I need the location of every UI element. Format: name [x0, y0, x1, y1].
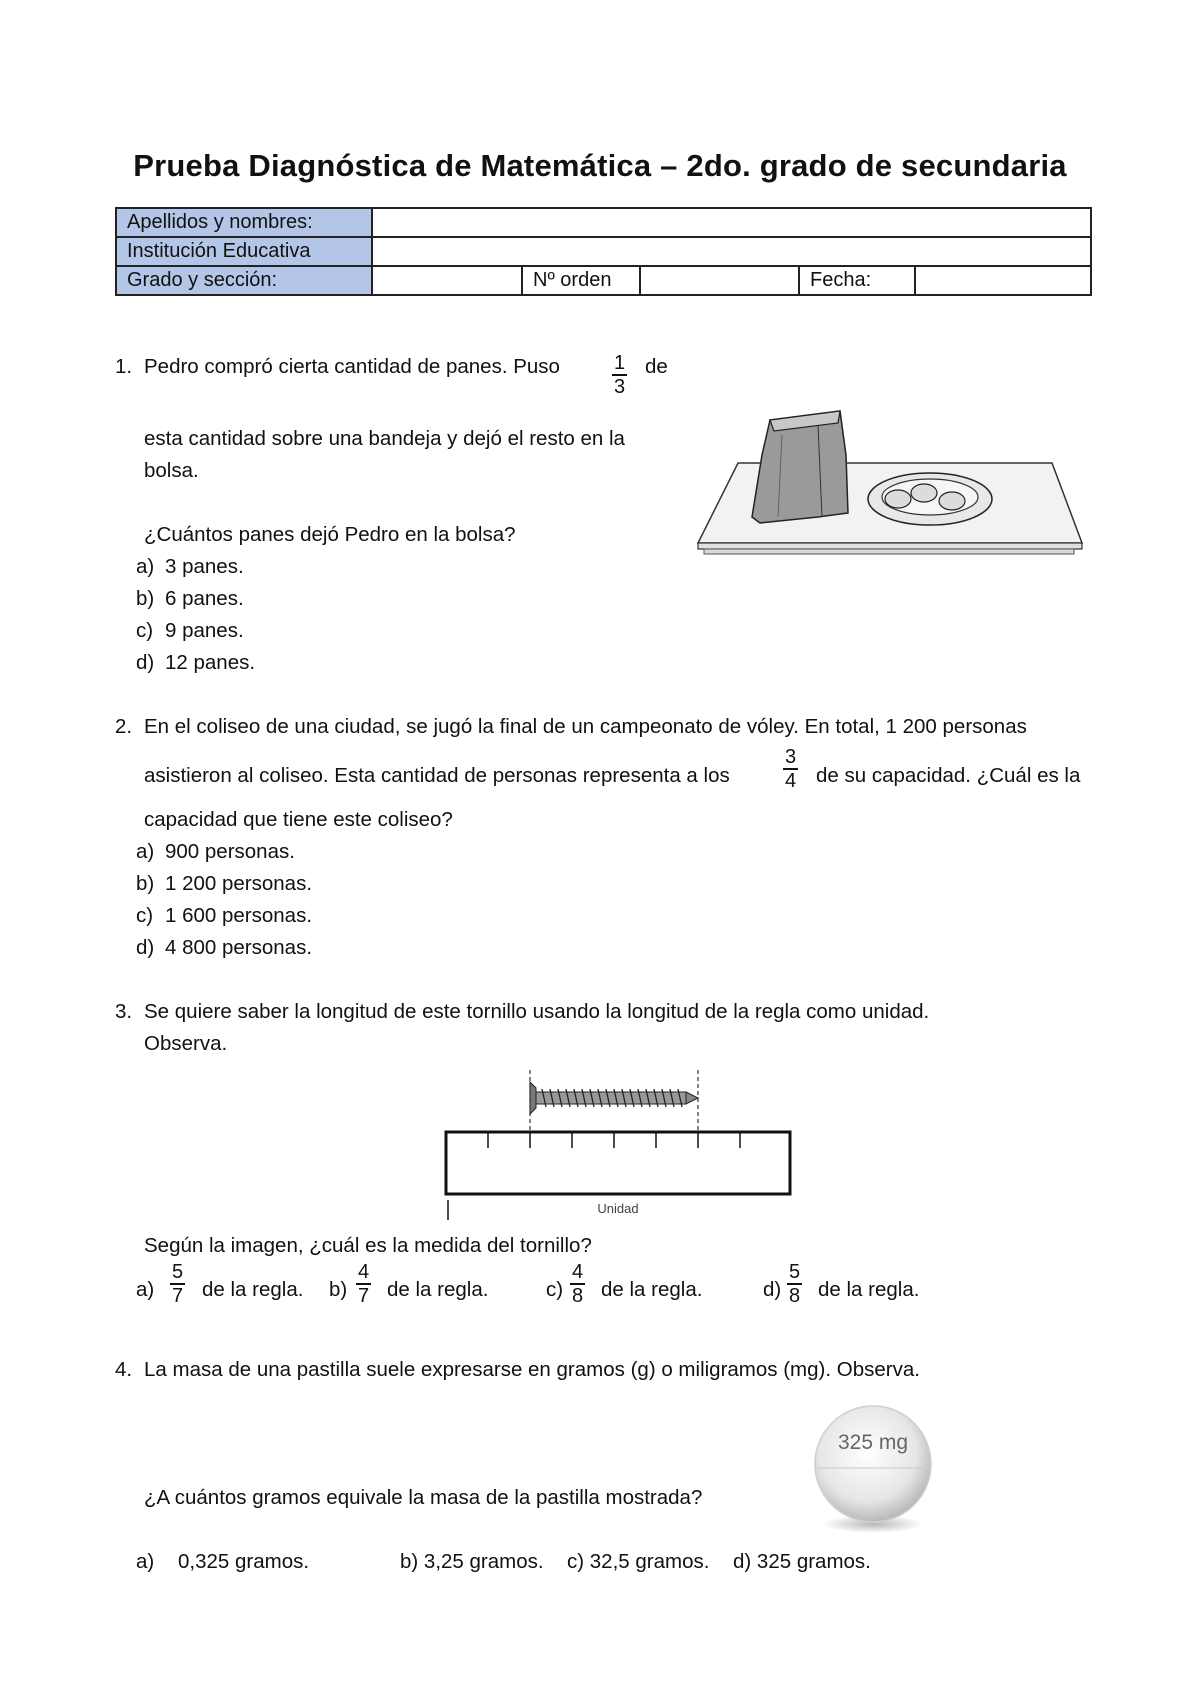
q2-option-c[interactable]: c) 1 600 personas. [136, 904, 313, 927]
name-field[interactable] [372, 208, 1091, 237]
q2-line3: capacidad que tiene este coliseo? [144, 808, 453, 831]
q4-question: ¿A cuántos gramos equivale la masa de la pastilla mostrada? [144, 1486, 703, 1509]
q3-option-c-fraction: $\frac{4}{8}$ [572, 1261, 584, 1307]
q3-option-b-text: de la regla. [387, 1278, 489, 1301]
q2-option-a[interactable]: a) 900 personas. [136, 840, 295, 863]
q4-option-b[interactable]: b) 3,25 gramos. [400, 1550, 544, 1573]
table-edge [698, 543, 1082, 549]
q4-option-c[interactable]: c) 32,5 gramos. [567, 1550, 710, 1573]
q3-line1: Se quiere saber la longitud de este tornillo usando la longitud de la regla como unidad. [144, 1000, 930, 1023]
q2-fraction [783, 746, 798, 792]
screw-tip [686, 1092, 698, 1104]
ruler-unit-label: Unidad [597, 1201, 639, 1216]
q1-option-d[interactable]: d) 12 panes. [136, 651, 256, 674]
q3-option-c-text: de la regla. [601, 1278, 703, 1301]
q4-number: 4. [115, 1358, 133, 1381]
pill-illustration [808, 1400, 938, 1540]
q1-option-a[interactable]: a) 3 panes. [136, 555, 244, 578]
q1-option-c[interactable]: c) 9 panes. [136, 619, 244, 642]
q2-line2-b: de su capacidad. ¿Cuál es la [816, 764, 1081, 787]
q3-option-b-letter[interactable]: b) [329, 1278, 348, 1301]
q1-fraction [612, 352, 627, 398]
q4-line1: La masa de una pastilla suele expresarse en gramos (g) o miligramos (mg). Observa. [144, 1358, 920, 1381]
ruler [446, 1132, 790, 1194]
q2-line1: En el coliseo de una ciudad, se jugó la final de un campeonato de vóley. En total, 1 200 personas [144, 715, 1027, 738]
bread-bag-illustration [690, 395, 1090, 570]
q2-frac-num: 3 [785, 746, 797, 768]
pill [815, 1406, 931, 1522]
bread-2 [911, 484, 937, 502]
bread-3 [939, 492, 965, 510]
q3-number: 3. [115, 1000, 133, 1023]
q2-option-d[interactable]: d) 4 800 personas. [136, 936, 313, 959]
student-info-table [115, 207, 1092, 296]
screw-head [530, 1082, 536, 1114]
q1-option-b[interactable]: b) 6 panes. [136, 587, 244, 610]
pill-label: 325 mg [837, 1431, 909, 1454]
q3-question: Según la imagen, ¿cuál es la medida del tornillo? [144, 1234, 592, 1257]
q1-line1 [144, 351, 684, 383]
q2-line2-a: asistieron al coliseo. Esta cantidad de personas representa a los [144, 764, 730, 787]
q4-option-a[interactable]: a) 0,325 gramos. [136, 1550, 310, 1573]
q3-option-a-text: de la regla. [202, 1278, 304, 1301]
q1-frac-num: 1 [614, 352, 626, 374]
q1-frac-den: 3 [614, 376, 626, 398]
q1-text-b: de [645, 355, 668, 378]
grade-label: Grado y sección: [116, 266, 372, 295]
q3-option-d-fraction: $\frac{5}{8}$ [789, 1261, 801, 1307]
q1-question: ¿Cuántos panes dejó Pedro en la bolsa? [144, 523, 516, 546]
order-field[interactable] [640, 266, 799, 295]
bread-1 [885, 490, 911, 508]
page-title: Prueba Diagnóstica de Matemática – 2do. grado de secundaria [133, 148, 1067, 183]
q1-number: 1. [115, 355, 133, 378]
q2-frac-den: 4 [785, 770, 797, 792]
grade-field[interactable] [372, 266, 522, 295]
q3-option-a-letter[interactable]: a) [136, 1278, 155, 1301]
q3-option-d-text: de la regla. [818, 1278, 920, 1301]
name-label: Apellidos y nombres: [116, 208, 372, 237]
table-leg-strip [704, 549, 1074, 554]
ruler-screw-illustration [440, 1060, 800, 1220]
q1-text-a: Pedro compró cierta cantidad de panes. Puso [144, 355, 560, 378]
date-field[interactable] [915, 266, 1091, 295]
q4-option-d[interactable]: d) 325 gramos. [733, 1550, 871, 1573]
q3-option-b-fraction: $\frac{4}{7}$ [358, 1261, 370, 1307]
q2-option-b[interactable]: b) 1 200 personas. [136, 872, 313, 895]
date-label: Fecha: [799, 266, 915, 295]
school-field[interactable] [372, 237, 1091, 266]
school-label: Institución Educativa [116, 237, 372, 266]
q2-number: 2. [115, 715, 133, 738]
q1-line2: esta cantidad sobre una bandeja y dejó el resto en la [144, 427, 625, 450]
q3-line2: Observa. [144, 1032, 228, 1055]
q3-option-a-fraction: $\frac{5}{7}$ [172, 1261, 184, 1307]
q3-option-d-letter[interactable]: d) [763, 1278, 782, 1301]
q3-option-c-letter[interactable]: c) [546, 1278, 564, 1301]
order-label: Nº orden [522, 266, 640, 295]
q1-line3: bolsa. [144, 459, 199, 482]
